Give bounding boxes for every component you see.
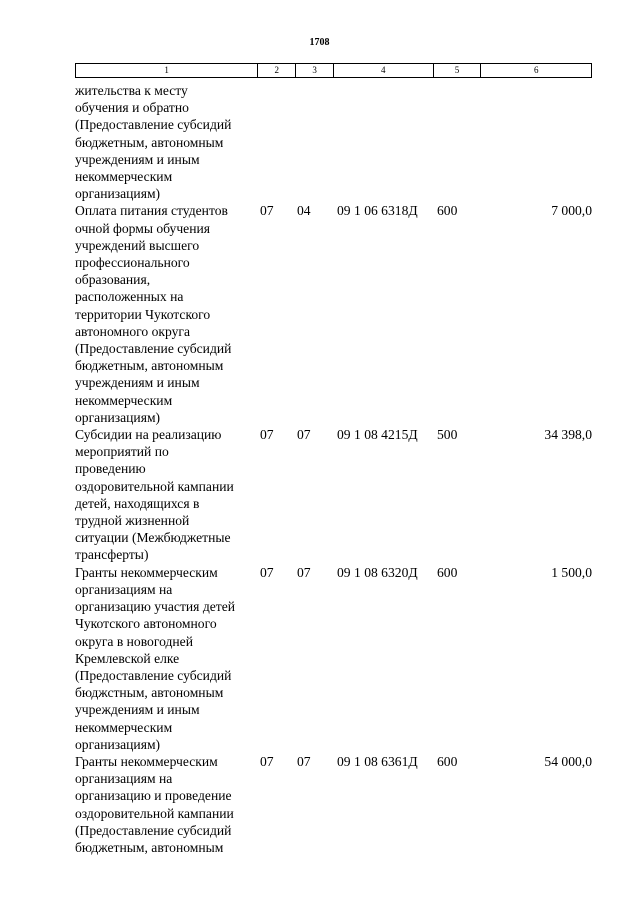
table-row xyxy=(75,426,592,564)
row-subsection: 07 xyxy=(297,753,311,769)
table-row xyxy=(75,202,592,426)
row-name: Оплата питания студентов очной формы обучения учреждений высшего профессионального образования, расположенных на территории Чукотского автономного округа (Предоставление субсидий бюджетным, автономным учреждениям и иным некоммерческим организациям) xyxy=(75,203,232,425)
row-subsection: 07 xyxy=(297,427,311,443)
header-col-1: 1 xyxy=(76,64,258,77)
row-name: Гранты некоммерческим организациям на организацию участия детей Чукотского автономного округа в новогодней Кремлевской елке (Предоставление субсидий бюджстным, автономным учреждениям и иным некоммерческим организациям) xyxy=(75,564,236,752)
row-amount: 34 398,0 xyxy=(544,427,592,443)
row-expense-type: 500 xyxy=(437,427,458,443)
row-target-code: 09 1 08 6361Д xyxy=(337,753,418,769)
row-name: Субсидии на реализацию мероприятий по проведению оздоровительной кампании детей, находящихся в трудной жизненной ситуации (Межбюджетные трансферты) xyxy=(75,427,234,563)
row-expense-type xyxy=(434,82,482,202)
row-section: 07 xyxy=(260,427,274,443)
table-body xyxy=(75,82,592,856)
row-section: 07 xyxy=(260,203,274,219)
row-name: жительства к месту обучения и обратно (Предоставление субсидий бюджетным, автономным учреждениям и иным некоммерческим организациям) xyxy=(75,83,232,202)
row-subsection xyxy=(296,82,334,202)
page-number: 1708 xyxy=(309,37,330,48)
header-col-3: 3 xyxy=(296,64,334,77)
row-section xyxy=(258,82,296,202)
row-section: 07 xyxy=(260,753,274,769)
header-col-5: 5 xyxy=(434,64,482,77)
header-col-6: 6 xyxy=(533,65,539,75)
row-subsection: 07 xyxy=(297,564,311,580)
row-expense-type: 600 xyxy=(437,564,458,580)
row-amount: 1 500,0 xyxy=(551,564,592,580)
table-header xyxy=(75,63,592,78)
row-amount: 54 000,0 xyxy=(544,753,592,769)
row-target-code: 09 1 08 4215Д xyxy=(337,427,418,443)
table-row xyxy=(75,753,592,856)
row-section: 07 xyxy=(260,564,274,580)
row-target-code xyxy=(334,82,434,202)
header-col-4: 4 xyxy=(334,64,434,77)
row-expense-type: 600 xyxy=(437,753,458,769)
row-target-code: 09 1 06 6318Д xyxy=(337,203,418,219)
row-amount: 7 000,0 xyxy=(551,203,592,219)
row-target-code: 09 1 08 6320Д xyxy=(337,564,418,580)
row-name: Гранты некоммерческим организациям на организацию и проведение оздоровительной кампании (Предоставление субсидий бюджетным, автономным xyxy=(75,753,234,855)
table-row xyxy=(75,82,592,202)
row-expense-type: 600 xyxy=(437,203,458,219)
row-amount xyxy=(482,82,592,202)
header-col-2: 2 xyxy=(258,64,296,77)
table-row xyxy=(75,564,592,753)
row-subsection: 04 xyxy=(297,203,311,219)
